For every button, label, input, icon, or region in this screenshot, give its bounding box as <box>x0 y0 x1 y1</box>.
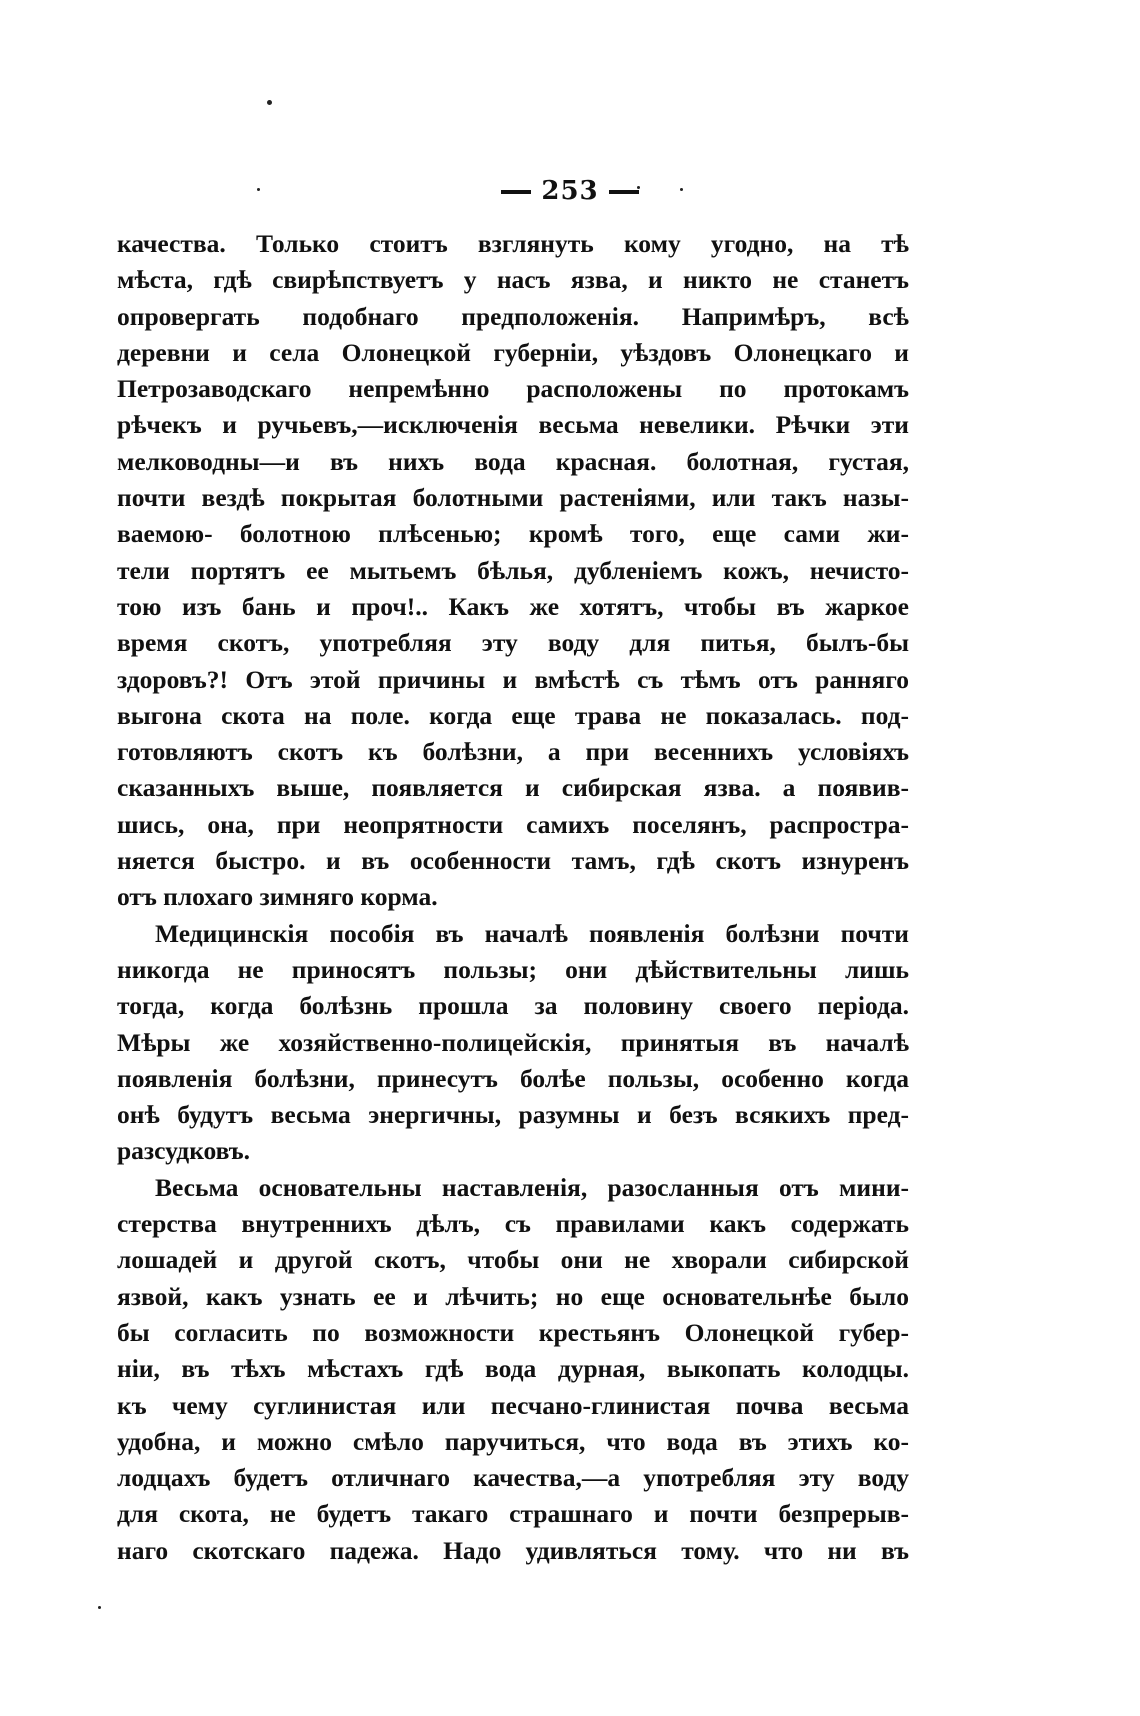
text-line: онѣ будутъ весьма энергичны, разумны и безъ всякихъ пред- <box>117 1100 909 1130</box>
body-text <box>117 226 909 1569</box>
text-line: ваемою- болотною плѣсенью; кромѣ того, еще сами жи- <box>117 519 909 549</box>
text-line: готовляютъ скотъ къ болѣзни, а при весеннихъ условіяхъ <box>117 737 909 767</box>
text-line: мелководны—и въ нихъ вода красная. болотная, густая, <box>117 446 909 476</box>
text-line: Весьма основательны наставленія, разосланныя отъ мини- <box>155 1172 909 1202</box>
text-line: разсудковъ. <box>117 1136 251 1166</box>
text-line: лошадей и другой скотъ, чтобы они не хворали сибирской <box>117 1245 909 1275</box>
page-number: 253 <box>541 176 599 206</box>
text-line: стерства внутреннихъ дѣлъ, съ правилами какъ содержать <box>117 1209 909 1239</box>
text-line: Медицинскія пособія въ началѣ появленія болѣзни почти <box>155 918 909 948</box>
text-line: шись, она, при неопрятности самихъ поселянъ, распростра- <box>117 809 909 839</box>
text-line: тели портятъ ее мытьемъ бѣлья, дубленіемъ кожъ, нечисто- <box>117 555 909 585</box>
text-line: удобна, и можно смѣло паручиться, что вода въ этихъ ко- <box>117 1426 909 1456</box>
text-line: наго скотскаго падежа. Надо удивляться тому. что ни въ <box>117 1535 909 1565</box>
text-line: никогда не приносятъ пользы; они дѣйствительны лишь <box>117 954 909 984</box>
header-dash-left <box>501 190 531 194</box>
text-line: язвой, какъ узнать ее и лѣчить; но еще основательнѣе было <box>117 1281 909 1311</box>
text-line: для скота, не будетъ такаго страшнаго и почти безпрерыв- <box>117 1499 909 1529</box>
scan-speck <box>98 1606 101 1609</box>
text-line: опровергать подобнаго предположенія. Напримѣръ, всѣ <box>117 301 909 331</box>
text-line: бы согласить по возможности крестьянъ Олонецкой губер- <box>117 1317 909 1347</box>
text-line: лодцахъ будетъ отличнаго качества,—а употребляя эту воду <box>117 1463 909 1493</box>
text-line: тою изъ бань и проч!.. Какъ же хотятъ, чтобы въ жаркое <box>117 591 909 621</box>
text-line: отъ плохаго зимняго корма. <box>117 882 438 912</box>
text-line: деревни и села Олонецкой губерніи, уѣздовъ Олонецкаго и <box>117 337 909 367</box>
text-line: рѣчекъ и ручьевъ,—исключенія весьма невелики. Рѣчки эти <box>117 410 909 440</box>
text-line: качества. Только стоитъ взглянуть кому угодно, на тѣ <box>117 229 909 258</box>
text-line: тогда, когда болѣзнь прошла за половину своего періода. <box>117 991 909 1021</box>
paragraph-1 <box>117 226 909 916</box>
header-dash-right <box>609 190 639 194</box>
text-line: выгона скота на поле. когда еще трава не показалась. под- <box>117 700 909 730</box>
text-line: появленія болѣзни, принесутъ болѣе пользы, особенно когда <box>117 1063 909 1093</box>
text-line: сказанныхъ выше, появляется и сибирская язва. а появив- <box>117 773 909 803</box>
text-line: мѣста, гдѣ свирѣпствуетъ у насъ язва, и никто не станетъ <box>117 265 909 295</box>
text-line: почти вездѣ покрытая болотными растеніями, или такъ назы- <box>117 483 909 513</box>
text-line: няется быстро. и въ особенности тамъ, гдѣ скотъ изнуренъ <box>117 846 909 876</box>
text-line: къ чему суглинистая или песчано-глинистая почва весьма <box>117 1390 909 1420</box>
page-header <box>0 176 1140 206</box>
text-line: Мѣры же хозяйственно-полицейскія, принятыя въ началѣ <box>117 1027 909 1057</box>
text-line: Петрозаводскаго непремѣнно расположены по протокамъ <box>117 374 909 404</box>
text-line: время скотъ, употребляя эту воду для питья, былъ-бы <box>117 628 909 658</box>
paragraph-3 <box>117 1170 909 1569</box>
scan-speck <box>267 100 272 105</box>
text-line: ніи, въ тѣхъ мѣстахъ гдѣ вода дурная, выкопать колодцы. <box>117 1354 909 1384</box>
paragraph-2 <box>117 916 909 1170</box>
text-line: здоровъ?! Отъ этой причины и вмѣстѣ съ тѣмъ отъ ранняго <box>117 664 909 694</box>
